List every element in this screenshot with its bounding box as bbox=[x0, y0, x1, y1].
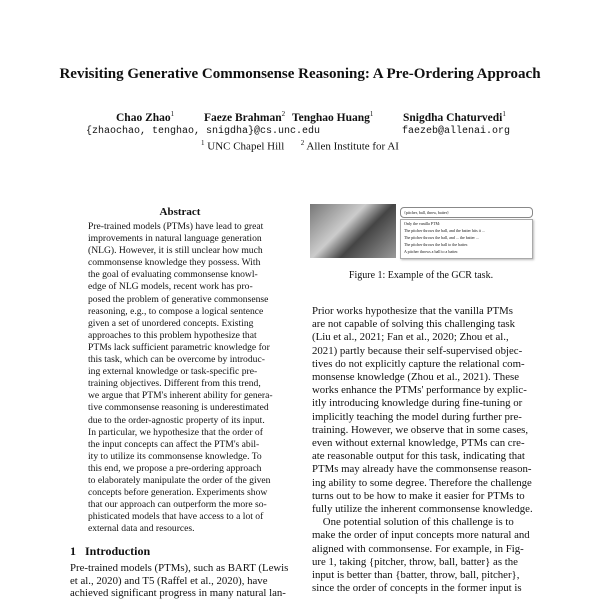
text-line: the goal of evaluating commonsense knowl- bbox=[88, 269, 258, 281]
text-line: et al., 2020) and T5 (Raffel et al., 2020), have bbox=[70, 574, 268, 587]
text-line: phisticated models that have access to a lot of bbox=[88, 511, 264, 523]
text-line: One potential solution of this challenge is to bbox=[312, 516, 514, 529]
affiliations: $^1$ UNC Chapel Hill $^2$ Allen Institute for AI bbox=[201, 139, 399, 153]
text-line: improvements in natural language generation bbox=[88, 233, 262, 245]
text-line: monsense knowledge (Zhou et al., 2021). These bbox=[312, 371, 519, 384]
text-line: PTMs lack sufficient parametric knowledge for bbox=[88, 341, 270, 353]
text-line: ing external knowledge or task-specific pre- bbox=[88, 366, 258, 378]
text-line: given a set of unordered concepts. Existing bbox=[88, 317, 254, 329]
text-line: implicitly teaching the model during further pre- bbox=[312, 410, 522, 423]
text-line: training. However, we observe that in some cases, bbox=[312, 423, 529, 436]
text-line: posed the problem of generative commonsense bbox=[88, 293, 269, 305]
abstract-heading: Abstract bbox=[159, 206, 201, 218]
text-line: ure 1, taking {pitcher, throw, ball, batter} as the bbox=[312, 555, 518, 568]
text-line: edge of NLG models, recent work has pro- bbox=[88, 281, 253, 293]
text-line: external data and resources. bbox=[88, 523, 195, 535]
abstract-body bbox=[88, 221, 274, 535]
text-line: tives do not explicitly capture the relational com- bbox=[312, 357, 525, 370]
text-line: In particular, we hypothesize that the order of bbox=[88, 426, 263, 438]
text-line: make the order of input concepts more natural and bbox=[312, 529, 530, 542]
paper-title: Revisiting Generative Commonsense Reasoning: A Pre-Ordering Approach bbox=[59, 66, 541, 82]
text-line: Pre-trained models (PTMs), such as BART (Lewis bbox=[70, 562, 289, 574]
intro-body bbox=[70, 562, 290, 600]
text-line: The pitcher throws the ball to the batter. bbox=[404, 242, 468, 247]
text-line: ate reasonable output for this task, indicating that bbox=[312, 450, 525, 463]
text-line: The pitcher throws the ball, and the batter hits it ... bbox=[404, 228, 485, 233]
text-line: to elaborately manipulate the order of the given bbox=[88, 474, 271, 486]
figure-1 bbox=[310, 204, 532, 258]
baseball-photo bbox=[310, 204, 396, 258]
text-line: ity to utilize its commonsense knowledge. To bbox=[88, 450, 262, 462]
text-line: The pitcher throws the ball, and ... the batter ... bbox=[404, 235, 479, 240]
text-line: since the order of concepts in the former input is bbox=[312, 582, 522, 595]
text-line: works enhance the PTMs' performance by explic- bbox=[312, 384, 527, 397]
text-line: itly introducing knowledge during fine-tuning or bbox=[312, 397, 523, 410]
email: {zhaochao, tenghao, snigdha}@cs.unc.edu bbox=[86, 126, 321, 137]
author: Chao Zhao$^1$ bbox=[116, 110, 175, 124]
text-line: the input concepts can affect the PTM's abil- bbox=[88, 438, 260, 450]
text-line: (NLG). However, it is still unclear how much bbox=[88, 245, 263, 257]
text-line: tive commonsense reasoning is underestimated bbox=[88, 402, 269, 414]
text-line: Pre-trained models (PTMs) have lead to great bbox=[88, 221, 264, 232]
text-line: 2021) partly because their self-supervised objec- bbox=[312, 344, 523, 357]
text-line: even without external knowledge, PTMs can cre- bbox=[312, 437, 525, 450]
figure-input: {pitcher, ball, throw, batter} bbox=[400, 207, 533, 218]
text-line: concepts before generation. Experiments show bbox=[88, 487, 268, 499]
text-line: ing ability to some degree. Therefore the challenge bbox=[312, 476, 532, 489]
right-column-body bbox=[312, 305, 534, 595]
text-line: aligned with commonsense. For example, in Fig- bbox=[312, 542, 524, 555]
text-line: this end, we propose a pre-ordering approach bbox=[88, 462, 262, 474]
text-line: turns out to be how to make it easier for PTMs to bbox=[312, 489, 525, 502]
text-line: commonsense knowledge they possess. With bbox=[88, 257, 261, 269]
text-line: Prior works hypothesize that the vanilla PTMs bbox=[312, 305, 513, 317]
figure-caption: Figure 1: Example of the GCR task. bbox=[348, 270, 494, 281]
text-line: Only the vanilla PTM: bbox=[404, 221, 441, 226]
text-line: are not capable of solving this challenging task bbox=[312, 318, 515, 331]
author: Snigdha Chaturvedi$^1$ bbox=[403, 110, 506, 124]
text-line: we argue that PTM's inherent ability for genera- bbox=[88, 390, 273, 402]
text-line: A pitcher throws a ball to a batter. bbox=[404, 249, 459, 254]
text-line: due to the order-agnostic property of its input. bbox=[88, 414, 265, 426]
text-line: approaches to this problem hypothesize that bbox=[88, 329, 257, 341]
text-line: reasoning, e.g., to compose a logical sentence bbox=[88, 305, 264, 317]
text-line: fully utilize the inherent commonsense knowledge. bbox=[312, 503, 533, 516]
author: Tenghao Huang$^1$ bbox=[292, 110, 374, 124]
section-heading: 1 Introduction bbox=[70, 544, 151, 558]
text-line: PTMs may already have the commonsense reason- bbox=[312, 463, 532, 476]
email: faezeb@allenai.org bbox=[402, 126, 511, 137]
figure-outputs bbox=[400, 219, 533, 259]
text-line: (Liu et al., 2021; Fan et al., 2020; Zhou et al., bbox=[312, 331, 509, 344]
text-line: input is better than {batter, throw, ball, pitcher}, bbox=[312, 569, 520, 582]
text-line: achieved significant progress in many natural lan- bbox=[70, 587, 286, 600]
text-line: this task, which can be overcome by introduc- bbox=[88, 354, 265, 366]
text-line: training objectives. Different from this trend, bbox=[88, 378, 261, 390]
text-line: that our approach can outperform the more so- bbox=[88, 499, 267, 511]
author: Faeze Brahman$^2$ bbox=[204, 110, 286, 124]
